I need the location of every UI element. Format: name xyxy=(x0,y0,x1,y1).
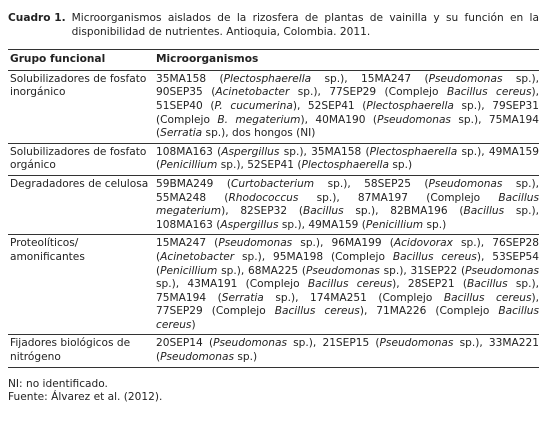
microorganisms-cell: 108MA163 (Aspergillus sp.), 35MA158 (Plectosphaerella sp.), 49MA159 (Penicillium sp.), 52SEP41 (Plectosphaerella sp.) xyxy=(156,143,539,175)
taxon-name: Bacillus megaterium xyxy=(156,191,539,218)
table-row xyxy=(8,335,539,367)
taxon-name: Bacillus cereus xyxy=(156,305,539,331)
taxon-name: Pseudomonas xyxy=(305,264,380,277)
table-row xyxy=(8,143,539,175)
table-notes xyxy=(8,378,539,405)
note-abbreviation: NI: no identificado. xyxy=(8,377,108,390)
table-row xyxy=(8,175,539,234)
functional-group-cell: Solubilizadores de fosfato orgánico xyxy=(8,143,156,175)
table-row xyxy=(8,70,539,143)
taxon-name: Penicillium xyxy=(365,218,424,231)
taxon-name: Bacillus cereus xyxy=(392,250,477,263)
taxon-name: Penicillium xyxy=(160,159,218,172)
table-caption xyxy=(8,12,539,39)
taxon-name: Penicillium xyxy=(160,264,218,277)
taxon-name: Serratia xyxy=(160,127,203,140)
note-source: Fuente: Álvarez et al. (2012). xyxy=(8,391,163,404)
taxon-name: P. cucumerina xyxy=(214,99,293,112)
taxon-name: Bacillus cereus xyxy=(274,305,360,318)
taxon-name: Aspergillus xyxy=(221,145,280,158)
microorganisms-cell: 35MA158 (Plectosphaerella sp.), 15MA247 (Pseudomonas sp.), 90SEP35 (Acinetobacter sp.), 77SEP29 (Complejo Bacillus cereus), 51SEP40 (P. cucumerina), 52SEP41 (Plectosphaerella sp.), 79SEP31 (Complejo B. megaterium), 40MA190 (Pseudomonas sp.), 75MA194 (Serratia sp.), dos hongos (NI) xyxy=(156,70,539,143)
taxon-name: Bacillus xyxy=(463,205,505,218)
taxon-name: Pseudomonas xyxy=(428,72,503,85)
table-row xyxy=(8,235,539,335)
microorganisms-table xyxy=(8,49,539,367)
functional-group-cell: Degradadores de celulosa xyxy=(8,175,156,234)
taxon-name: Pseudomonas xyxy=(465,264,539,277)
table-header-row xyxy=(8,50,539,71)
taxon-name: Pseudomonas xyxy=(377,113,451,126)
taxon-name: Plectosphaerella xyxy=(369,145,458,158)
taxon-name: Bacillus cereus xyxy=(446,86,532,99)
taxon-name: Pseudomonas xyxy=(428,177,503,190)
taxon-name: Bacillus cereus xyxy=(443,291,532,304)
microorganisms-cell: 20SEP14 (Pseudomonas sp.), 21SEP15 (Pseudomonas sp.), 33MA221 (Pseudomonas sp.) xyxy=(156,335,539,367)
header-functional-group: Grupo funcional xyxy=(8,50,156,71)
microorganisms-cell: 15MA247 (Pseudomonas sp.), 96MA199 (Acidovorax sp.), 76SEP28 (Acinetobacter sp.), 95MA198 (Complejo Bacillus cereus), 53SEP54 (Penicillium sp.), 68MA225 (Pseudomonas sp.), 31SEP22 (Pseudomonas sp.), 43MA191 (Complejo Bacillus cereus), 28SEP21 (Bacillus sp.), 75MA194 (Serratia sp.), 174MA251 (Complejo Bacillus cereus), 77SEP29 (Complejo Bacillus cereus), 71MA226 (Complejo Bacillus cereus) xyxy=(156,235,539,335)
taxon-name: Bacillus xyxy=(467,278,508,291)
functional-group-cell: Solubilizadores de fosfato inorgánico xyxy=(8,70,156,143)
taxon-name: Acinetobacter xyxy=(160,250,235,263)
taxon-name: Aspergillus xyxy=(220,218,279,231)
taxon-name: Serratia xyxy=(221,291,264,304)
taxon-name: B. megaterium xyxy=(217,113,301,126)
taxon-name: Plectosphaerella xyxy=(223,72,312,85)
header-microorganisms: Microorganismos xyxy=(156,50,539,71)
taxon-name: Pseudomonas xyxy=(160,351,235,364)
taxon-name: Bacillus cereus xyxy=(307,278,393,291)
taxon-name: Bacillus xyxy=(302,205,344,218)
functional-group-cell: Proteolíticos/ amonificantes xyxy=(8,235,156,335)
taxon-name: Pseudomonas xyxy=(379,337,454,350)
taxon-name: Plectosphaerella xyxy=(366,99,454,112)
caption-label: Cuadro 1. xyxy=(8,12,66,24)
taxon-name: Plectosphaerella xyxy=(301,159,389,172)
taxon-name: Acinetobacter xyxy=(215,86,290,99)
taxon-name: Acidovorax xyxy=(393,237,453,250)
taxon-name: Rhodococcus xyxy=(228,191,299,204)
microorganisms-cell: 59BMA249 (Curtobacterium sp.), 58SEP25 (Pseudomonas sp.), 55MA248 (Rhodococcus sp.), 87MA197 (Complejo Bacillus megaterium), 82SEP32 (Bacillus sp.), 82BMA196 (Bacillus sp.), 108MA163 (Aspergillus sp.), 49MA159 (Penicillium sp.) xyxy=(156,175,539,234)
taxon-name: Curtobacterium xyxy=(230,177,315,190)
taxon-name: Pseudomonas xyxy=(218,237,293,250)
functional-group-cell: Fijadores biológicos de nitrógeno xyxy=(8,335,156,367)
caption-text: Microorganismos aislados de la rizosfera de plantas de vainilla y su función en la disponibilidad de nutrientes. Antioquia, Colombia. 2011. xyxy=(71,12,539,38)
taxon-name: Pseudomonas xyxy=(213,337,287,350)
